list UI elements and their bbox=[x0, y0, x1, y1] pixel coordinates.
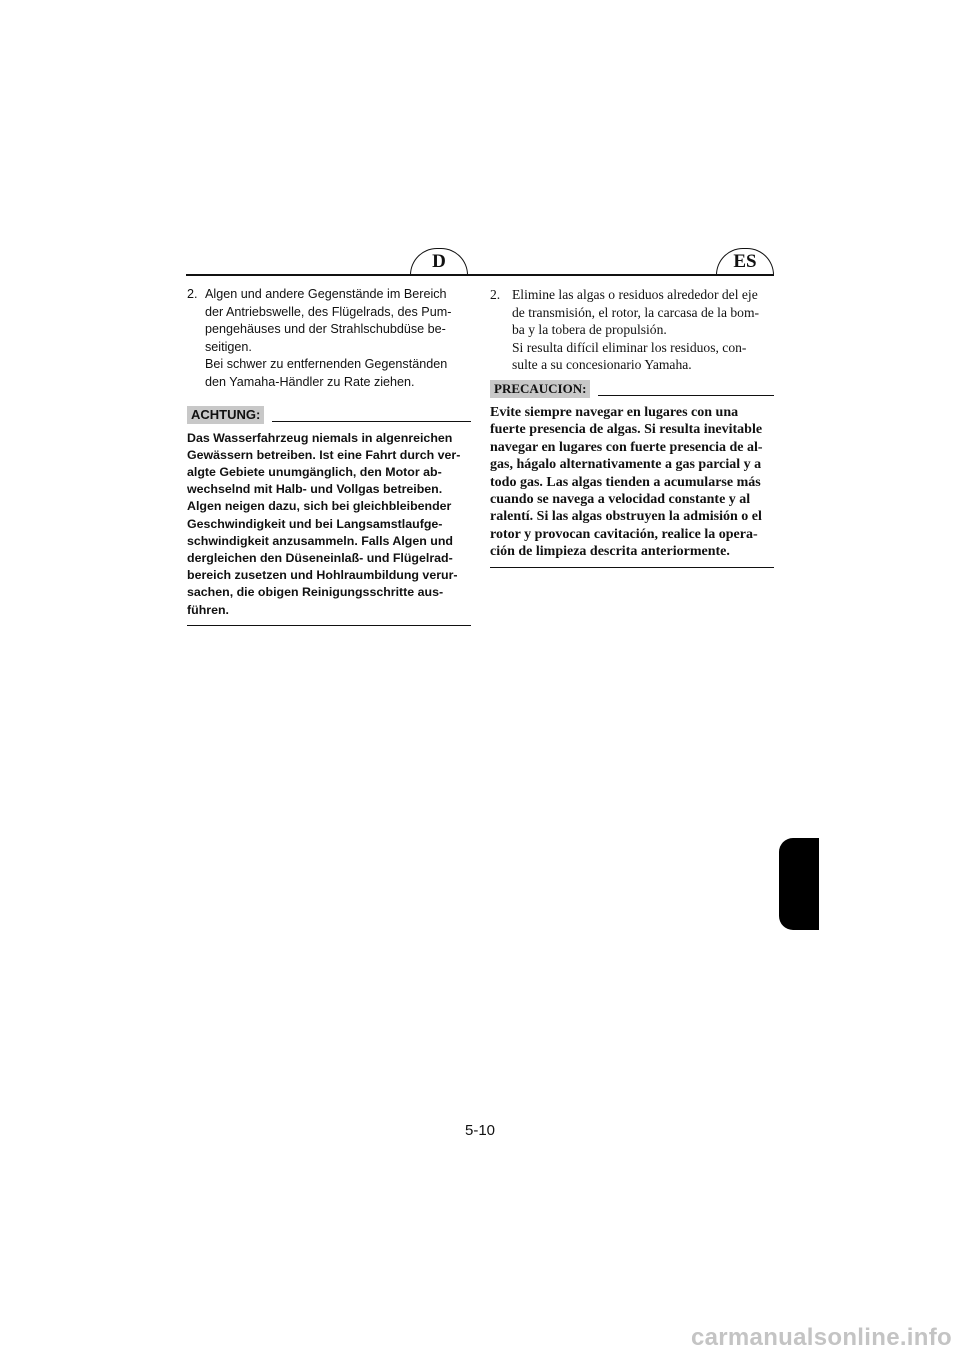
spanish-step-line: de transmisión, el rotor, la carcasa de la bom- bbox=[512, 304, 760, 320]
spanish-column bbox=[490, 286, 774, 568]
spanish-caution-line: gas, hágalo alternativamente a gas parcial y a bbox=[490, 457, 762, 473]
page-number: 5-10 bbox=[464, 1122, 496, 1139]
language-badge-spanish: ES bbox=[716, 248, 774, 275]
spanish-caution-heading bbox=[490, 380, 774, 398]
spanish-caution-rule bbox=[598, 395, 774, 396]
spanish-caution-line: Evite siempre navegar en lugares con una bbox=[490, 404, 739, 420]
spanish-caution-line: todo gas. Las algas tienden a acumularse más bbox=[490, 474, 761, 490]
spanish-step-line: ba y la tobera de propulsión. bbox=[512, 322, 667, 338]
german-caution-heading bbox=[187, 406, 471, 424]
spanish-caution-line: ción de limpieza descrita anteriormente. bbox=[490, 544, 730, 560]
german-caution-label: ACHTUNG: bbox=[187, 406, 264, 424]
german-caution-line: wechselnd mit Halb- und Vollgas betreiben. bbox=[187, 482, 443, 497]
german-step-line: Bei schwer zu entfernenden Gegenständen bbox=[205, 357, 448, 372]
spanish-caution-line: ralentí. Si las algas obstruyen la admisión o el bbox=[490, 509, 762, 525]
german-caution-line: Gewässern betreiben. Ist eine Fahrt durch ver- bbox=[187, 447, 461, 462]
german-caution-line: bereich zusetzen und Hohlraumbildung verur- bbox=[187, 568, 458, 583]
german-step-line: Algen und andere Gegenstände im Bereich bbox=[205, 287, 447, 301]
german-step-number: 2. bbox=[187, 287, 198, 301]
german-step-line: pengehäuses und der Strahlschubdüse be- bbox=[205, 322, 446, 337]
german-caution-line: Algen neigen dazu, sich bei gleichbleibender bbox=[187, 499, 452, 514]
chapter-side-tab bbox=[779, 838, 819, 930]
language-badge-german: D bbox=[410, 248, 468, 275]
german-caution-line: sachen, die obigen Reinigungsschritte aus- bbox=[187, 585, 444, 600]
spanish-step-text bbox=[512, 286, 774, 374]
spanish-caution-line: cuando se navega a velocidad constante y al bbox=[490, 492, 751, 507]
german-step-line: den Yamaha-Händler zu Rate ziehen. bbox=[205, 374, 415, 389]
german-caution-line: algte Gebiete unumgänglich, den Motor ab- bbox=[187, 464, 442, 479]
german-column bbox=[187, 286, 471, 626]
spanish-step-number: 2. bbox=[490, 287, 501, 302]
spanish-step-line: sulte a su concesionario Yamaha. bbox=[512, 357, 692, 373]
german-step-2 bbox=[187, 286, 471, 392]
spanish-caution-line: navegar en lugares con fuerte presencia de al- bbox=[490, 439, 763, 455]
german-step-text bbox=[205, 286, 471, 392]
german-caution-line: schwindigkeit anzusammeln. Falls Algen und bbox=[187, 533, 453, 548]
spanish-caution-text bbox=[490, 404, 774, 568]
spanish-caution-line: rotor y provocan cavitación, realice la opera- bbox=[490, 526, 758, 542]
german-step-line: seitigen. bbox=[205, 339, 252, 354]
watermark: carmanualsonline.info bbox=[690, 1324, 952, 1351]
german-caution-rule bbox=[272, 421, 471, 422]
spanish-step-line: Si resulta difícil eliminar los residuos, con- bbox=[512, 339, 747, 355]
spanish-step-2 bbox=[490, 286, 774, 374]
german-caution-text bbox=[187, 430, 471, 626]
german-caution-line: Das Wasserfahrzeug niemals in algenreichen bbox=[187, 430, 453, 445]
spanish-step-line: Elimine las algas o residuos alrededor del eje bbox=[512, 287, 758, 302]
german-step-line: der Antriebswelle, des Flügelrads, des Pum- bbox=[205, 304, 452, 319]
german-caution-line: dergleichen den Düseneinlaß- und Flügelrad- bbox=[187, 550, 453, 565]
spanish-caution-label: PRECAUCION: bbox=[490, 380, 590, 398]
german-caution-line: Geschwindigkeit und bei Langsamstlaufge- bbox=[187, 516, 443, 531]
spanish-caution-line: fuerte presencia de algas. Si resulta inevitable bbox=[490, 422, 763, 438]
german-caution-line: führen. bbox=[187, 602, 229, 617]
header-rule bbox=[186, 274, 774, 276]
